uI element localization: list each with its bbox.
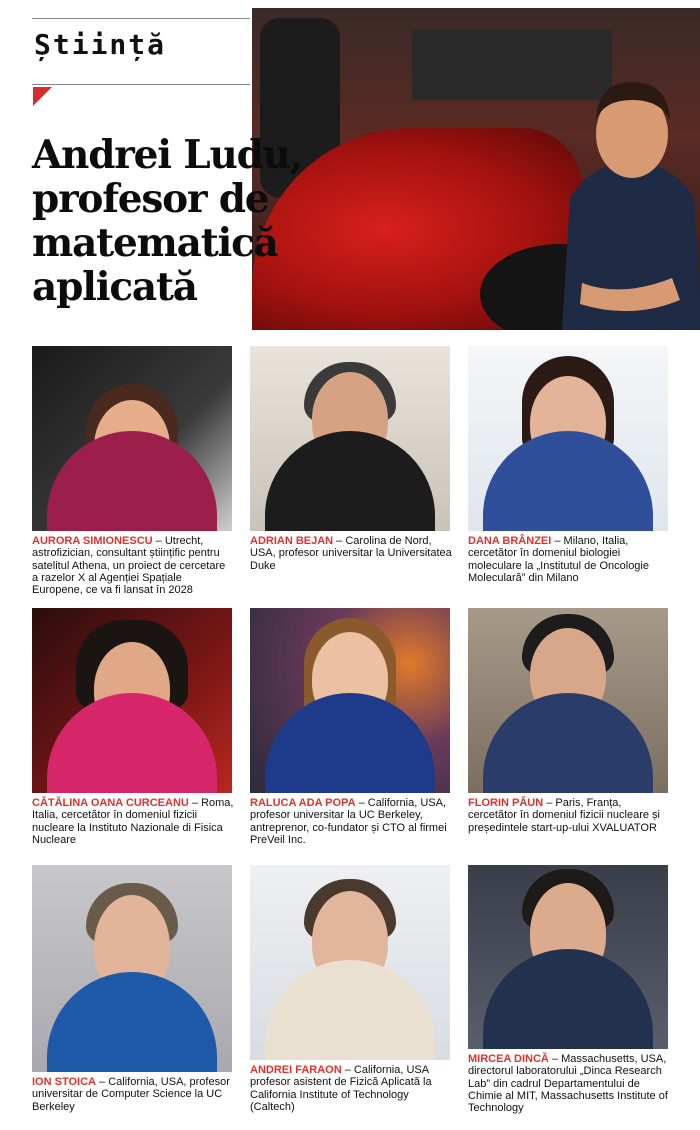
portrait-clothing xyxy=(483,693,653,793)
section-title: Știință xyxy=(34,28,167,61)
portrait-clothing xyxy=(47,972,217,1072)
portrait-clothing xyxy=(265,960,435,1060)
profile-name: AURORA SIMIONESCU xyxy=(32,535,153,547)
profile-description: – Roma, Italia, cercetător în domeniul fizicii nucleare la Instituto Nazionale di Fisica Nucleare xyxy=(32,797,234,846)
profile-description: – California, USA, profesor universitar la UC Berkeley, antreprenor, co-fundator și CTO al firmei PreVeil Inc. xyxy=(250,797,447,846)
red-corner-mark xyxy=(33,87,52,106)
profile-name: DANA BRÂNZEI xyxy=(468,535,552,547)
portrait-photo xyxy=(468,608,668,793)
portrait-photo xyxy=(250,865,450,1060)
profile-description: – Massachusetts, USA, directorul laboratorului „Dinca Research Lab” din cadrul Departamentului de Chimie al MIT, Massachusetts Institute of Technology xyxy=(468,1053,668,1115)
profile-name: ADRIAN BEJAN xyxy=(250,535,334,547)
profile-caption xyxy=(468,797,670,834)
portrait-clothing xyxy=(265,431,435,531)
profile-caption xyxy=(250,797,452,846)
article-headline: Andrei Ludu, profesor de matematică aplicată xyxy=(32,132,303,310)
profile-description: – Paris, Franța, cercetător în domeniul fizicii nucleare și președintele start-up-ului XVALUATOR xyxy=(468,797,660,834)
hero-photo xyxy=(252,8,700,330)
portrait-photo xyxy=(468,346,668,531)
profile-description: – California, USA profesor asistent de Fizică Aplicată la California Institute of Technology (Caltech) xyxy=(250,1064,432,1113)
profile-name: RALUCA ADA POPA xyxy=(250,797,356,809)
portrait-photo xyxy=(32,346,232,531)
portrait-clothing xyxy=(483,949,653,1049)
profile-name: MIRCEA DINCĂ xyxy=(468,1053,549,1065)
profile-description: – Utrecht, astrofizician, consultant științific pentru satelitul Athena, un proiect de cercetare a razelor X al Agenției Spațiale Europene, ce va fi lansat în 2028 xyxy=(32,535,226,597)
portrait-photo xyxy=(250,346,450,531)
profile-name: CĂTĂLINA OANA CURCEANU xyxy=(32,797,189,809)
profile-description: – Milano, Italia, cercetător în domeniul biologiei moleculare la „Institutul de Oncologie Moleculară” din Milano xyxy=(468,535,649,584)
profile-caption xyxy=(468,535,670,584)
profile-name: ION STOICA xyxy=(32,1076,96,1088)
profile-caption xyxy=(32,1076,234,1113)
portrait-photo xyxy=(468,865,668,1049)
portrait-clothing xyxy=(47,693,217,793)
profile-caption xyxy=(32,797,234,846)
profile-caption xyxy=(250,535,452,572)
profile-caption xyxy=(468,1053,670,1114)
portrait-clothing xyxy=(483,431,653,531)
hero-man-figure xyxy=(552,68,700,330)
top-rule xyxy=(32,18,250,19)
portrait-photo xyxy=(32,865,232,1072)
profile-description: – California, USA, profesor universitar de Computer Science la UC Berkeley xyxy=(32,1076,230,1113)
portrait-photo xyxy=(250,608,450,793)
profile-name: FLORIN PĂUN xyxy=(468,797,544,809)
profile-description: – Carolina de Nord, USA, profesor universitar la Universitatea Duke xyxy=(250,535,452,572)
profile-caption xyxy=(250,1064,452,1113)
portrait-clothing xyxy=(265,693,435,793)
profile-caption xyxy=(32,535,234,596)
portrait-clothing xyxy=(47,431,217,531)
profile-name: ANDREI FARAON xyxy=(250,1064,342,1076)
section-rule xyxy=(32,84,250,85)
portrait-photo xyxy=(32,608,232,793)
